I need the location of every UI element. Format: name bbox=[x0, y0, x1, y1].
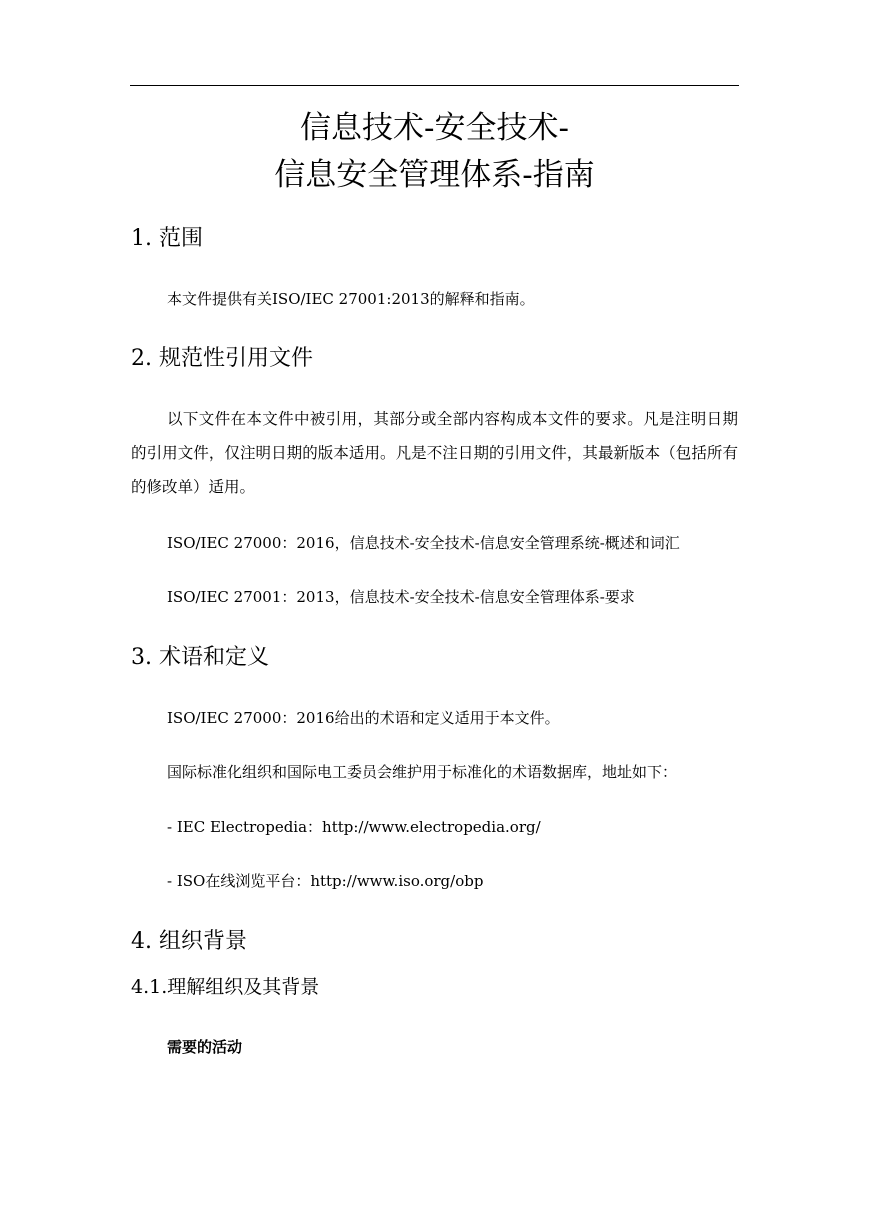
activity-heading: 需要的活动 bbox=[167, 1038, 243, 1056]
terms-list-item-2: - ISO在线浏览平台：http://www.iso.org/obp bbox=[167, 872, 484, 890]
section-heading-terms: 3. 术语和定义 bbox=[131, 645, 269, 670]
normative-reference-2: ISO/IEC 27001：2013，信息技术-安全技术-信息安全管理体系-要求 bbox=[167, 588, 635, 606]
terms-list-item-1: - IEC Electropedia：http://www.electropedia.org/ bbox=[167, 818, 541, 836]
normative-references-intro: 以下文件在本文件中被引用，其部分或全部内容构成本文件的要求。凡是注明日期的引用文件，仅注明日期的版本适用。凡是不注日期的引用文件，其最新版本（包括所有的修改单）适用。 bbox=[131, 410, 738, 496]
section-heading-context: 4. 组织背景 bbox=[131, 929, 247, 954]
normative-reference-1: ISO/IEC 27000：2016，信息技术-安全技术-信息安全管理系统-概述和词汇 bbox=[167, 534, 680, 552]
terms-text-1: ISO/IEC 27000：2016给出的术语和定义适用于本文件。 bbox=[167, 709, 560, 727]
document-title-line-2: 信息安全管理体系-指南 bbox=[274, 157, 595, 193]
header-rule bbox=[130, 85, 739, 86]
terms-text-2: 国际标准化组织和国际电工委员会维护用于标准化的术语数据库，地址如下： bbox=[167, 763, 678, 781]
section-heading-normative-references: 2. 规范性引用文件 bbox=[131, 346, 313, 371]
scope-text: 本文件提供有关ISO/IEC 27001:2013的解释和指南。 bbox=[167, 290, 535, 308]
subsection-heading-understanding-organization: 4.1.理解组织及其背景 bbox=[131, 976, 320, 998]
section-heading-scope: 1. 范围 bbox=[131, 226, 203, 251]
document-title-line-1: 信息技术-安全技术- bbox=[300, 110, 569, 146]
